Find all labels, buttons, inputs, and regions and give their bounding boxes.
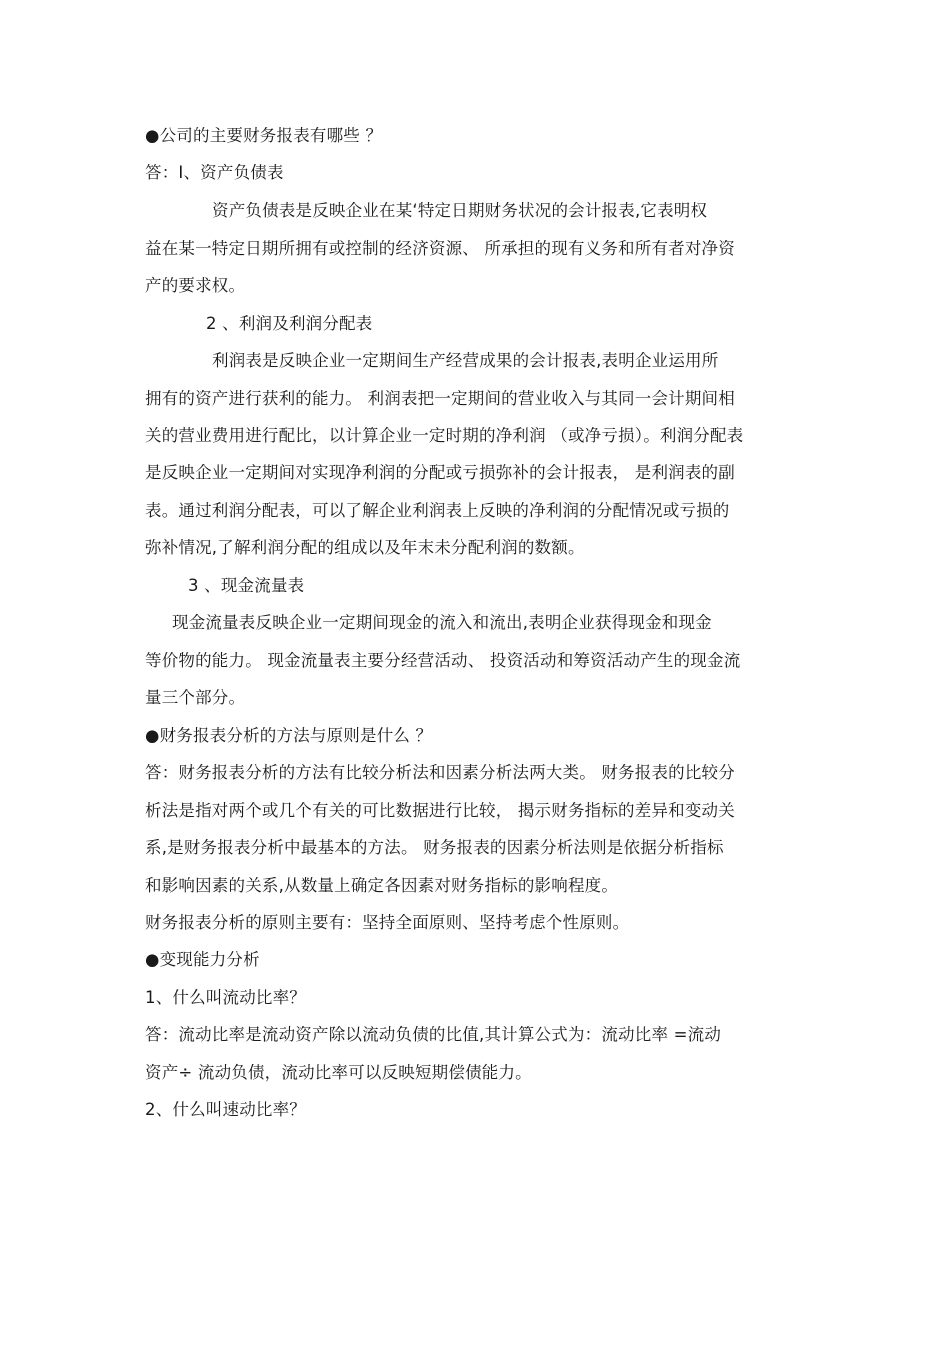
paragraph-line: 拥有的资产进行获利的能力。 利润表把一定期间的营业收入与其同一会计期间相 [145, 389, 735, 408]
question-quick-ratio: 2、什么叫速动比率？ [145, 1100, 306, 1119]
paragraph-line: 资产÷ 流动负债，流动比率可以反映短期偿债能力。 [145, 1063, 532, 1082]
question-heading-main-statements: ●公司的主要财务报表有哪些 ？ [145, 126, 383, 145]
paragraph-line: 财务报表分析的原则主要有：坚持全面原则、坚持考虑个性原则。 [145, 913, 630, 932]
paragraph-line: 和影响因素的关系,从数量上确定各因素对财务指标的影响程度。 [145, 876, 619, 895]
paragraph-line: 资产负债表是反映企业在某‘特定日期财务状况的会计报表,它表明权 [212, 201, 708, 220]
paragraph-line: 产的要求权。 [145, 276, 246, 295]
paragraph-line: 等价物的能力。 现金流量表主要分经营活动、 投资活动和筹资活动产生的现金流 [145, 651, 741, 670]
paragraph-line: 益在某一特定日期所拥有或控制的经济资源、 所承担的现有义务和所有者对净资 [145, 239, 735, 258]
paragraph-line: 答：流动比率是流动资产除以流动负债的比值,其计算公式为：流动比率 =流动 [145, 1025, 722, 1044]
subheading-income-statement: 2 、利润及利润分配表 [206, 314, 373, 333]
paragraph-line: 析法是指对两个或几个有关的可比数据进行比较， 揭示财务指标的差异和变动关 [145, 801, 735, 820]
paragraph-line: 系,是财务报表分析中最基本的方法。 财务报表的因素分析法则是依据分析指标 [145, 838, 724, 857]
paragraph-line: 关的营业费用进行配比，以计算企业一定时期的净利润 （或净亏损）。利润分配表 [145, 426, 744, 445]
question-current-ratio: 1、什么叫流动比率？ [145, 988, 306, 1007]
paragraph-line: 表。通过利润分配表，可以了解企业利润表上反映的净利润的分配情况或亏损的 [145, 501, 730, 520]
paragraph-line: 是反映企业一定期间对实现净利润的分配或亏损弥补的会计报表， 是利润表的副 [145, 463, 735, 482]
question-heading-analysis-methods: ●财务报表分析的方法与原则是什么 ？ [145, 726, 433, 745]
paragraph-line: 现金流量表反映企业一定期间现金的流入和流出,表明企业获得现金和现金 [172, 613, 712, 632]
section-heading-liquidity: ●变现能力分析 [145, 950, 260, 969]
paragraph-line: 量三个部分。 [145, 688, 246, 707]
paragraph-line: 答：财务报表分析的方法有比较分析法和因素分析法两大类。 财务报表的比较分 [145, 763, 735, 782]
answer-item-balance-sheet: 答：Ⅰ、资产负债表 [145, 163, 284, 182]
paragraph-line: 弥补情况,了解利润分配的组成以及年末未分配利润的数额。 [145, 538, 585, 557]
subheading-cash-flow: 3 、现金流量表 [188, 576, 305, 595]
paragraph-line: 利润表是反映企业一定期间生产经营成果的会计报表,表明企业运用所 [212, 351, 719, 370]
